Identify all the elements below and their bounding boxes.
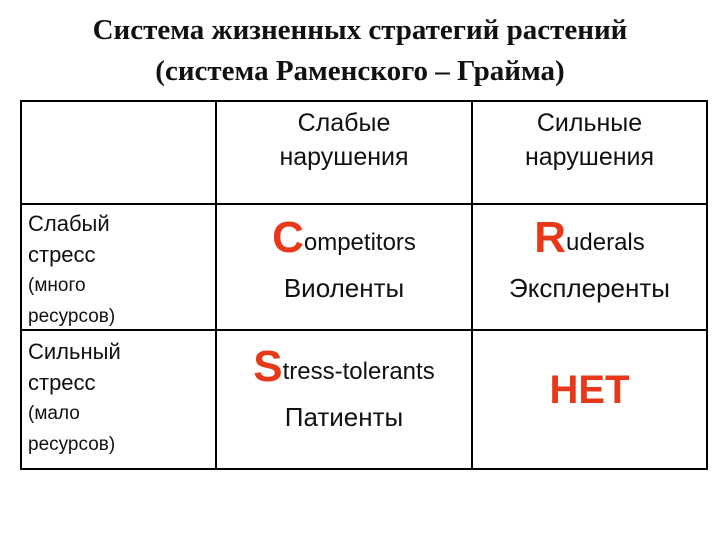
cell-ruderals [473, 214, 706, 309]
strategy-name-ru: Эксплеренты [509, 273, 670, 303]
page-title [0, 10, 720, 92]
row-label-strong-stress [28, 336, 214, 460]
column-header-strong-disturbance [473, 106, 706, 174]
row-label-line: (много [28, 275, 86, 296]
strategy-name-rest: uderals [566, 229, 645, 256]
row-label-line: стресс [28, 370, 96, 395]
strategy-name-rest: ompetitors [303, 229, 416, 256]
strategy-initial: S [253, 342, 283, 391]
row-label-weak-stress [28, 208, 214, 332]
strategy-initial: C [272, 213, 304, 262]
title-line-1: Система жизненных стратегий растений [92, 14, 628, 46]
strategy-initial: R [534, 213, 567, 262]
cell-competitors [217, 214, 471, 309]
table-border-left [20, 100, 22, 470]
strategy-name-rest: tress-tolerants [282, 358, 435, 385]
strategy-table [20, 100, 708, 470]
column-header-line: нарушения [524, 143, 655, 171]
row-label-line: стресс [28, 242, 96, 267]
row-label-line: (мало [28, 403, 80, 424]
title-line-2: (система Раменского – Грайма) [155, 55, 565, 87]
table-border-top [20, 100, 708, 102]
row-label-line: ресурсов) [28, 434, 116, 455]
cell-stress-tolerants [217, 343, 471, 438]
column-header-line: нарушения [279, 143, 409, 171]
strategy-name-en [217, 214, 471, 267]
column-header-weak-disturbance [217, 106, 471, 174]
table-border-bottom [20, 468, 708, 470]
cell-none [473, 368, 706, 413]
row-label-line: ресурсов) [28, 306, 116, 327]
strategy-name-en [217, 343, 471, 396]
strategy-name-en [473, 214, 706, 267]
row-label-line: Сильный [28, 339, 121, 364]
strategy-name-ru: Виоленты [283, 273, 405, 303]
column-header-line: Сильные [536, 109, 643, 137]
row-label-line: Слабый [28, 211, 110, 236]
table-border-right [706, 100, 708, 470]
none-label: НЕТ [549, 368, 630, 412]
table-border-header [20, 203, 708, 205]
strategy-name-ru: Патиенты [284, 402, 404, 432]
column-header-line: Слабые [297, 109, 391, 137]
